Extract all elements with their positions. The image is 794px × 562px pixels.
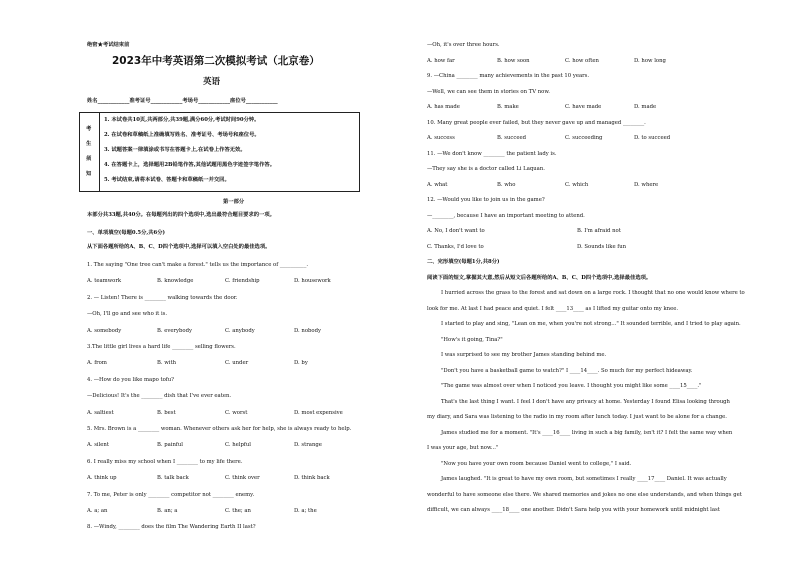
- candidate-info-line: 姓名____________准考证号____________考场号____________座位号____________: [87, 98, 278, 104]
- question-line: 8. —Windy, ________ does the film The Wandering Earth II last?: [87, 524, 256, 531]
- answer-option: B. I'm afraid not: [577, 228, 621, 234]
- answer-option: C. succeeding: [565, 135, 603, 141]
- section1-heading: 一、单项填空(每题0.5分,共6分): [87, 230, 166, 236]
- answer-option: A. saltiest: [87, 409, 114, 416]
- passage-line: James laughed. "It is great to have my own room, but sometimes I really ____17____ Daniel. It was actually: [441, 476, 727, 482]
- answer-option: C. anybody: [225, 327, 255, 334]
- answer-option: C. the; an: [225, 508, 251, 514]
- answer-option: D. a; the: [294, 508, 317, 514]
- right-page: [397, 0, 794, 562]
- answer-option: B. talk back: [157, 475, 189, 482]
- answer-option: C. how often: [565, 57, 599, 64]
- answer-option: B. everybody: [157, 327, 193, 334]
- answer-option: C. friendship: [225, 278, 260, 285]
- exam-title: 2023年中考英语第二次模拟考试（北京卷）: [112, 55, 320, 67]
- answer-option: C. think over: [225, 475, 260, 482]
- answer-option: A. No, I don't want to: [427, 228, 485, 234]
- section2-instruction: 阅读下面的短文,掌握其大意,然后从短文后各题所给的A、B、C、D四个选项中,选择最佳选项。: [427, 274, 652, 281]
- section1-instruction: 从下面各题所给的A、B、C、D四个选项中,选择可以填入空白处的最佳选项。: [87, 244, 271, 250]
- question-line: 3.The little girl lives a hard life ________ selling flowers.: [87, 344, 236, 350]
- answer-option: D. housework: [294, 278, 331, 285]
- answer-option: A. somebody: [87, 327, 122, 334]
- notice-item: 1. 本试卷共10页,共两部分,共39题,满分60分,考试时间90分钟。: [104, 117, 260, 123]
- answer-option: C. under: [225, 360, 249, 367]
- passage-line: "How's it going, Tina?": [441, 336, 503, 343]
- question-line: 9. —China ________ many achievements in the past 10 years.: [427, 73, 590, 79]
- notice-side-label-char: 考: [86, 126, 92, 132]
- answer-option: A. success: [427, 135, 455, 141]
- question-line: —Oh, it's over three hours.: [427, 42, 500, 48]
- question-line: 6. I really miss my school when I ________ to my life there.: [87, 458, 243, 465]
- answer-option: B. succeed: [497, 135, 526, 141]
- answer-option: C. Thanks, I'd love to: [427, 243, 484, 250]
- answer-option: A. what: [427, 181, 448, 188]
- question-line: 7. To me, Peter is only ________ competitor not ________ enemy.: [87, 491, 255, 498]
- answer-option: B. best: [157, 409, 176, 416]
- notice-divider: [99, 112, 100, 192]
- passage-line: I was surprised to see my brother James standing behind me.: [441, 352, 607, 358]
- answer-option: A. a; an: [87, 508, 108, 514]
- answer-option: D. most expensive: [294, 409, 343, 416]
- answer-option: A. has made: [427, 104, 460, 110]
- answer-option: D. think back: [294, 475, 330, 482]
- section2-heading: 二、完形填空(每题1分,共8分): [427, 259, 500, 265]
- answer-option: A. silent: [87, 442, 109, 449]
- answer-option: D. where: [634, 181, 659, 188]
- passage-line: "Don't you have a basketball game to watch?" I ____14____. So much for my perfect hideaway.: [441, 367, 693, 374]
- top-label: 绝密★考试结束前: [87, 42, 130, 48]
- answer-option: C. helpful: [225, 442, 251, 449]
- answer-option: D. by: [294, 360, 308, 367]
- passage-line: James studied me for a moment. "It's ____16____ living in such a big family, isn't it? I felt the same way when: [441, 429, 733, 436]
- question-line: 10. Many great people ever failed, but they never gave up and managed ________.: [427, 119, 646, 126]
- answer-option: C. worst: [225, 409, 248, 416]
- answer-option: C. have made: [565, 104, 602, 110]
- part1-intro: 本部分共33题,共40分。在每题列出的四个选项中,选出最符合题目要求的一项。: [87, 212, 275, 218]
- question-line: my diary, and Sara was listening to the radio in my room after lunch today. I just want to be alone for a change.: [427, 414, 727, 420]
- notice-item: 3. 试题答案一律填涂或书写在答题卡上,在试卷上作答无效。: [104, 147, 246, 153]
- notice-item: 4. 在答题卡上，选择题用2B铅笔作答,其他试题用黑色字迹签字笔作答。: [104, 162, 275, 168]
- answer-option: B. with: [157, 360, 177, 367]
- part1-heading: 第一部分: [223, 199, 245, 205]
- answer-option: C. which: [565, 181, 589, 188]
- subject-title: 英语: [203, 77, 221, 87]
- answer-option: B. how soon: [497, 57, 530, 64]
- question-line: 2. — Listen! There is ________ walking towards the door.: [87, 294, 238, 301]
- passage-line: I started to play and sing, "Lean on me, when you're not strong..." It sounded terrible, and I tried to play again.: [441, 321, 741, 327]
- passage-line: "Now you have your own room because Daniel went to college," I said.: [441, 460, 632, 467]
- answer-option: A. how far: [427, 57, 455, 64]
- passage-line: That's the last thing I want. I feel I don't have any privacy at home. Yesterday I found Elisa looking through: [441, 398, 730, 405]
- answer-option: B. knowledge: [157, 278, 194, 285]
- question-line: 1. The saying "One tree can't make a forest." tells us the importance of __________.: [87, 262, 309, 268]
- question-line: wonderful to have someone else there. We shared memories and jokes no one else understands, and when things get: [427, 491, 742, 498]
- question-line: —Delicious! It's the ________ dish that I've ever eaten.: [87, 393, 232, 400]
- question-line: —Oh, I'll go and see who it is.: [87, 311, 168, 318]
- answer-option: D. strange: [294, 442, 322, 449]
- notice-item: 2. 在试卷和草稿纸上准确填写姓名、准考证号、考场号和座位号。: [104, 132, 260, 138]
- answer-option: D. to succeed: [634, 135, 671, 141]
- answer-option: B. who: [497, 181, 516, 188]
- question-line: difficult, we can always ____18____ one another. Didn't Sara help you with your homework until midnight last: [427, 507, 720, 513]
- answer-option: B. painful: [157, 442, 183, 449]
- notice-side-label-char: 知: [86, 171, 92, 177]
- passage-line: I hurried across the grass to the forest and sat down on a large rock. I thought that no one would know where to: [441, 290, 745, 296]
- answer-option: B. make: [497, 104, 519, 110]
- answer-option: A. from: [87, 360, 107, 367]
- answer-option: A. teamwork: [87, 278, 122, 285]
- question-line: —________, because I have an important meeting to attend.: [427, 212, 585, 219]
- answer-option: D. nobody: [294, 327, 321, 334]
- notice-item: 5. 考试结束,请将本试卷、答题卡和草稿纸一并交回。: [104, 177, 230, 183]
- answer-option: A. think up: [87, 475, 117, 482]
- passage-line: "The game was almost over when I noticed you leave. I thought you might like some ____15____.": [441, 383, 702, 389]
- question-line: look for me. At last I had peace and quiet. I felt ____13____ as I lifted my guitar onto my knee.: [427, 305, 679, 312]
- notice-side-label-char: 须: [86, 156, 92, 162]
- notice-side-label-char: 生: [86, 141, 92, 147]
- answer-option: D. how long: [634, 57, 666, 64]
- question-line: I was your age, but now...": [427, 445, 499, 451]
- question-line: 11. —We don't know ________ the patient lady is.: [427, 150, 557, 157]
- answer-option: B. an; a: [157, 508, 178, 514]
- answer-option: D. Sounds like fun: [577, 243, 627, 250]
- question-line: 5. Mrs. Brown is a ________ woman. Whenever others ask her for help, she is always ready to help.: [87, 426, 352, 432]
- answer-option: D. made: [634, 104, 657, 110]
- question-line: —Well, we can see them in stories on TV now.: [427, 88, 550, 95]
- question-line: 12. —Would you like to join us in the game?: [427, 197, 545, 203]
- question-line: 4. —How do you like mapo tofu?: [87, 376, 174, 383]
- question-line: —They say she is a doctor called Li Laquan.: [427, 166, 545, 172]
